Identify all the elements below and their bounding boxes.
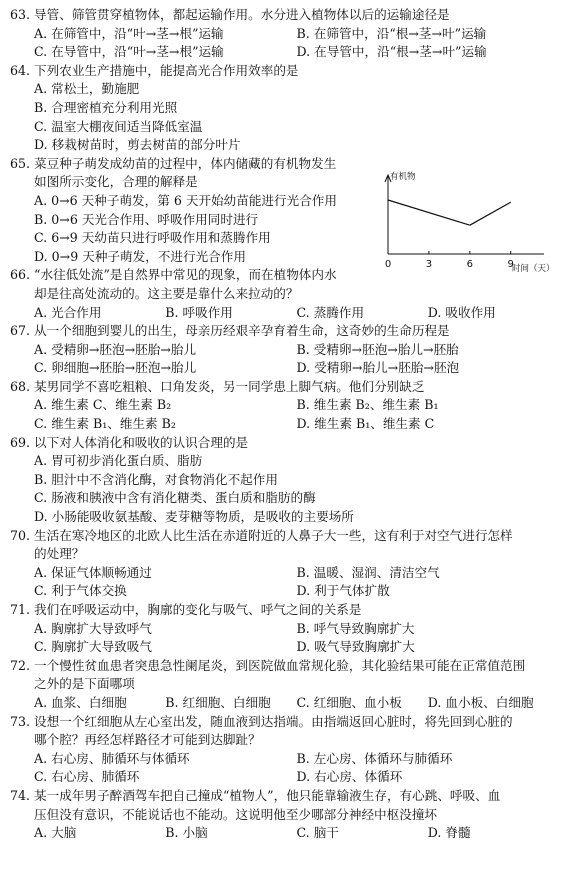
question-number: 65.	[10, 155, 31, 171]
question-stem-text: 压但没有意识，不能说话也不能动。这说明他至少哪部分神经中枢没撞坏	[34, 806, 437, 822]
option-list	[10, 824, 559, 843]
question-stem-text: 某男同学不喜吃粗粮、口角发炎，另一同学患上脚气病。他们分别缺乏	[34, 378, 425, 394]
question-stem-text: 导管、筛管贯穿植物体，都起运输作用。水分进入植物体以后的运输途径是	[34, 7, 450, 22]
question-stem-continued	[10, 806, 559, 825]
option-d: D. 在导管中，沿“根→茎→叶”运输	[296, 44, 487, 60]
question-number: 69.	[10, 434, 31, 450]
option-b: B. 胆汁中不含消化酶，对食物消化不起作用	[34, 471, 278, 487]
question-64	[10, 62, 559, 155]
question-stem-text: “水往低处流”是自然界中常见的现象，而在植物体内水	[34, 267, 337, 283]
option-a: A. 胸廓扩大导致呼气	[34, 620, 152, 636]
option-c: C. 红细胞、血小板	[296, 694, 402, 710]
option-d: D. 吸收作用	[427, 304, 496, 320]
question-list	[10, 6, 559, 843]
option-b: B. 受精卵→胚泡→胎儿→胚胎	[296, 341, 459, 357]
option-list	[10, 620, 559, 657]
question-74	[10, 787, 559, 843]
option-list	[10, 694, 559, 713]
option-d: D. 受精卵→胎儿→胚胎→胚泡	[296, 360, 460, 376]
question-stem-continued	[10, 675, 559, 694]
option-list	[10, 452, 559, 526]
option-a: A. 0→6 天种子萌发，第 6 天开始幼苗能进行光合作用	[34, 192, 337, 208]
option-c: C. 维生素 B₁、维生素 B₂	[34, 416, 176, 432]
question-stem-text: 某一成年男子醉酒驾车把自己撞成“植物人”，他只能靠输液生存，有心跳、呼吸、血	[34, 787, 501, 803]
option-a: A. 常松土，勤施肥	[34, 81, 140, 97]
option-list	[10, 396, 559, 433]
question-73	[10, 713, 559, 787]
option-a: A. 光合作用	[34, 304, 102, 320]
question-number: 67.	[10, 323, 31, 339]
question-72	[10, 657, 559, 713]
question-68	[10, 378, 559, 434]
series-segment-0	[388, 200, 470, 225]
x-tick-label: 0	[384, 259, 392, 270]
option-list	[10, 341, 559, 378]
option-b: B. 0→6 天光合作用、呼吸作用同时进行	[34, 211, 259, 227]
question-stem-text: 的处理？	[34, 546, 85, 562]
option-a: A. 在筛管中，沿“叶→茎→根”运输	[34, 25, 224, 41]
option-c: C. 蒸腾作用	[296, 304, 365, 320]
option-b: B. 呼吸作用	[165, 304, 233, 320]
question-67	[10, 322, 559, 378]
question-stem-text: 之外的是下面哪项	[34, 676, 135, 692]
question-stem-text: 从一个细胞到婴儿的出生，母亲历经艰辛孕育着生命，这奇妙的生命历程是	[34, 323, 450, 339]
question-number: 74.	[10, 787, 31, 803]
organic-matter-chart	[372, 168, 560, 278]
option-b: B. 合理密植充分利用光照	[34, 99, 178, 115]
question-stem-text: 一个慢性贫血患者突患急性阑尾炎，到医院做血常规化验，其化验结果可能在正常值范围	[34, 657, 526, 673]
option-b: B. 小脑	[165, 825, 208, 841]
option-d: D. 0→9 天种子萌发，不进行光合作用	[34, 248, 246, 264]
option-c: C. 右心房、肺循环	[34, 769, 140, 785]
option-b: B. 维生素 B₂、维生素 B₁	[296, 397, 439, 413]
question-number: 73.	[10, 713, 31, 729]
option-d: D. 移栽树苗时，剪去树苗的部分叶片	[34, 137, 241, 153]
question-stem-continued	[10, 173, 394, 192]
question-stem	[10, 62, 559, 81]
question-stem-text: 设想一个红细胞从左心室出发，随血液到达指端。由指端返回心脏时，将先回到心脏的	[34, 713, 513, 729]
option-a: A. 胃可初步消化蛋白质、脂肪	[34, 453, 203, 469]
question-stem	[10, 713, 559, 732]
option-b: B. 在筛管中，沿“根→茎→叶”运输	[296, 25, 487, 41]
question-stem-text: 下列农业生产措施中，能提高光合作用效率的是	[34, 62, 299, 78]
question-number: 70.	[10, 527, 31, 543]
chart-axes	[385, 175, 544, 254]
question-stem	[10, 378, 559, 397]
option-d: D. 血小板、白细胞	[427, 694, 534, 710]
question-stem	[10, 322, 559, 341]
question-stem	[10, 434, 559, 453]
x-tick-label: 9	[507, 259, 514, 270]
x-tick-label: 3	[425, 259, 433, 270]
option-c: C. 温室大棚夜间适当降低室温	[34, 118, 203, 134]
option-a: A. 血浆、白细胞	[34, 694, 127, 710]
option-d: D. 脊髓	[427, 825, 471, 841]
option-c: C. 肠液和胰液中含有消化糖类、蛋白质和脂肪的酶	[34, 490, 316, 506]
option-c: C. 卵细胞→胚胎→胚泡→胎儿	[34, 360, 197, 376]
question-stem-text: 如图所示变化，合理的解释是	[34, 174, 198, 190]
option-c: C. 脑干	[296, 825, 339, 841]
chart-series	[388, 200, 511, 225]
x-tick-label: 6	[466, 259, 474, 270]
question-stem	[10, 155, 370, 174]
question-70	[10, 527, 559, 601]
option-c: C. 6→9 天幼苗只进行呼吸作用和蒸腾作用	[34, 230, 271, 246]
option-d: D. 小肠能吸收氨基酸、麦芽糖等物质，是吸收的主要场所	[34, 509, 354, 525]
question-stem-continued	[10, 285, 394, 304]
question-stem-text: 生活在寒冷地区的北欧人比生活在赤道附近的人鼻子大一些，这有利于对空气进行怎样	[34, 527, 513, 543]
option-c: C. 在导管中，沿“叶→茎→根”运输	[34, 44, 224, 60]
option-a: A. 保证气体顺畅通过	[34, 564, 152, 580]
question-stem	[10, 266, 370, 285]
question-stem	[10, 601, 559, 620]
question-number: 64.	[10, 62, 31, 78]
option-a: A. 右心房、肺循环与体循环	[34, 750, 190, 766]
option-a: A. 受精卵→胚泡→胚胎→胎儿	[34, 341, 197, 357]
question-71	[10, 601, 559, 657]
question-stem-continued	[10, 545, 559, 564]
question-stem-text: 却是往高处流动的。这主要是靠什么来拉动的？	[34, 285, 299, 301]
question-stem	[10, 787, 559, 806]
question-stem-text: 菜豆种子萌发成幼苗的过程中，体内储藏的有机物发生	[34, 155, 337, 171]
question-63	[10, 6, 559, 62]
option-list	[10, 564, 559, 601]
option-d: D. 维生素 B₁、维生素 C	[296, 416, 435, 432]
question-stem-continued	[10, 731, 559, 750]
question-number: 63.	[10, 7, 31, 22]
option-list	[10, 25, 559, 62]
series-segment-1	[470, 202, 511, 225]
question-69	[10, 434, 559, 527]
option-list	[10, 304, 559, 323]
question-number: 71.	[10, 602, 31, 617]
option-b: B. 呼气导致胸廓扩大	[296, 620, 415, 636]
option-a: A. 大脑	[34, 825, 77, 841]
question-number: 72.	[10, 657, 31, 673]
question-stem-text: 以下对人体消化和吸收的认识合理的是	[34, 434, 249, 450]
option-list	[10, 80, 559, 154]
option-b: B. 温暖、湿润、清洁空气	[296, 564, 440, 580]
chart-y-axis-label: 有机物	[390, 172, 416, 182]
option-b: B. 红细胞、白细胞	[165, 694, 271, 710]
question-number: 66.	[10, 267, 31, 283]
question-stem	[10, 657, 559, 676]
question-stem	[10, 6, 559, 25]
option-c: C. 利于气体交换	[34, 583, 127, 599]
chart-x-axis-label: 时间（天）	[512, 264, 555, 274]
option-c: C. 胸廓扩大导致吸气	[34, 639, 152, 655]
question-number: 68.	[10, 378, 31, 394]
option-d: D. 利于气体扩散	[296, 583, 390, 599]
option-list	[10, 750, 559, 787]
question-stem-text: 哪个腔？再经怎样路径才可能到达脚趾？	[34, 732, 261, 748]
option-a: A. 维生素 C、维生素 B₂	[34, 397, 172, 413]
option-d: D. 吸气导致胸廓扩大	[296, 639, 415, 655]
option-d: D. 右心房、体循环	[296, 769, 403, 785]
question-stem	[10, 527, 559, 546]
option-b: B. 左心房、体循环与肺循环	[296, 750, 453, 766]
question-stem-text: 我们在呼吸运动中，胸廓的变化与吸气、呼气之间的关系是	[34, 602, 362, 617]
